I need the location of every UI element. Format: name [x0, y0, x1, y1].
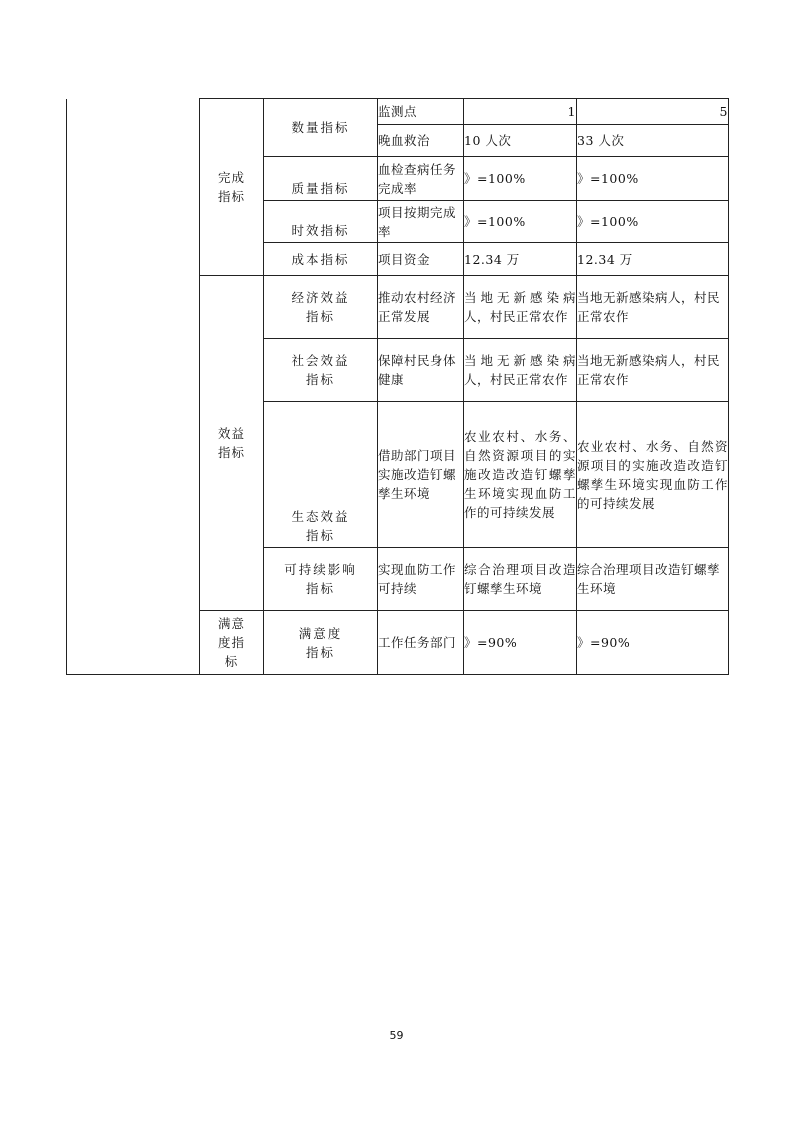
actual-value: 》=100%	[577, 157, 729, 201]
sub-indicator-satisfaction: 满意度 指标	[264, 611, 378, 675]
group-benefit-indicators: 效益 指标	[200, 276, 264, 611]
actual-value: 农业农村、水务、自然资源项目的实施改造改造钉螺孳生环境实现血防工作的可持续发展	[577, 402, 729, 548]
indicator-name: 保障村民身体健康	[378, 339, 464, 402]
actual-value: 》=90%	[577, 611, 729, 675]
page-number: 59	[389, 1029, 404, 1042]
target-value: 10 人次	[464, 125, 577, 157]
sub-indicator-timeliness: 时效指标	[264, 201, 378, 243]
actual-value: 33 人次	[577, 125, 729, 157]
indicator-name: 血检查病任务完成率	[378, 157, 464, 201]
target-value: 综合治理项目改造钉螺孳生环境	[464, 548, 577, 611]
target-value: 农业农村、水务、自然资源项目的实施改造改造钉螺孳生环境实现血防工作的可持续发展	[464, 402, 577, 548]
indicator-name: 项目按期完成率	[378, 201, 464, 243]
target-value: 》=100%	[464, 157, 577, 201]
sub-indicator-social: 社会效益 指标	[264, 339, 378, 402]
target-value: 12.34 万	[464, 243, 577, 276]
group-completion-indicators: 完成 指标	[200, 99, 264, 276]
indicator-name: 推动农村经济正常发展	[378, 276, 464, 339]
actual-value: 当地无新感染病人，村民正常农作	[577, 339, 729, 402]
indicator-name: 监测点	[378, 99, 464, 125]
target-value: 》=90%	[464, 611, 577, 675]
target-value: 》=100%	[464, 201, 577, 243]
sub-indicator-ecological: 生态效益 指标	[264, 402, 378, 548]
actual-value: 12.34 万	[577, 243, 729, 276]
indicator-name: 项目资金	[378, 243, 464, 276]
group-satisfaction-indicators: 满意 度指 标	[200, 611, 264, 675]
blank-left-column	[67, 99, 200, 675]
target-value: 当地无新感染病人，村民正常农作	[464, 339, 577, 402]
performance-indicator-table	[66, 98, 729, 675]
sub-indicator-quality: 质量指标	[264, 157, 378, 201]
indicator-name: 工作任务部门	[378, 611, 464, 675]
target-value: 1	[464, 99, 577, 125]
actual-value: 当地无新感染病人，村民正常农作	[577, 276, 729, 339]
indicator-name: 晚血救治	[378, 125, 464, 157]
indicator-name: 借助部门项目实施改造钉螺孳生环境	[378, 402, 464, 548]
actual-value: 》=100%	[577, 201, 729, 243]
target-value: 当地无新感染病人，村民正常农作	[464, 276, 577, 339]
table-row	[67, 99, 729, 125]
sub-indicator-sustainability: 可持续影响 指标	[264, 548, 378, 611]
actual-value: 5	[577, 99, 729, 125]
actual-value: 综合治理项目改造钉螺孳生环境	[577, 548, 729, 611]
sub-indicator-cost: 成本指标	[264, 243, 378, 276]
indicator-name: 实现血防工作可持续	[378, 548, 464, 611]
sub-indicator-quantity: 数量指标	[264, 99, 378, 157]
sub-indicator-economic: 经济效益 指标	[264, 276, 378, 339]
